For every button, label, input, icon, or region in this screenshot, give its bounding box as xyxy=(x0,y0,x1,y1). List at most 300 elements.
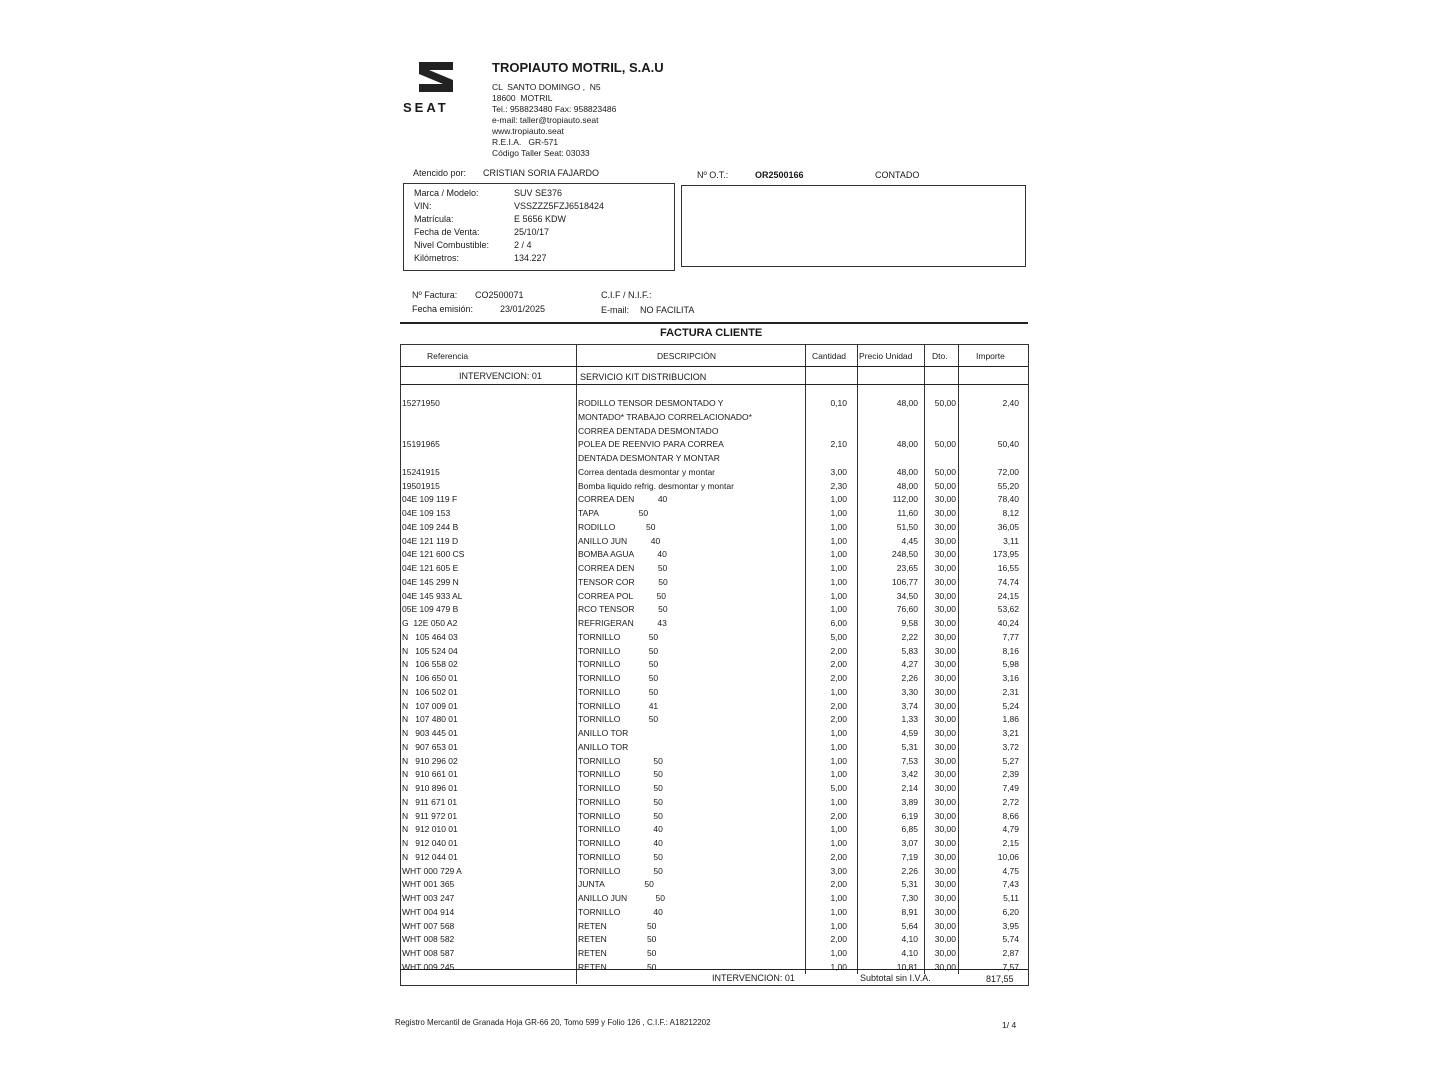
item-desc: TORNILLO 40 xyxy=(578,838,663,848)
vehicle-value: SUV SE376 xyxy=(514,188,563,198)
item-desc: TORNILLO 50 xyxy=(578,645,659,656)
invoice-number-label: Nº Factura: xyxy=(412,290,458,300)
item-qty: 2,00 xyxy=(830,673,847,683)
item-desc: TORNILLO 50 xyxy=(578,714,659,725)
subtotal-value: 817,55 xyxy=(986,974,1014,984)
invoice-date-label: Fecha emisión: xyxy=(412,304,474,314)
item-desc: MONTADO* TRABAJO CORRELACIONADO* xyxy=(578,411,752,422)
col-dto: Dto. xyxy=(932,351,948,361)
item-dto: 30,00 xyxy=(934,906,956,917)
item-dto: 30,00 xyxy=(934,535,956,546)
item-desc: RODILLO TENSOR DESMONTADO Y xyxy=(578,398,724,408)
cif-label: C.I.F / N.I.F.: xyxy=(601,290,652,300)
item-dto: 50,00 xyxy=(934,480,956,491)
item-dto: 30,00 xyxy=(934,851,956,862)
item-dto: 30,00 xyxy=(934,590,956,601)
item-qty: 2,00 xyxy=(830,810,847,821)
divider xyxy=(400,322,1028,324)
col-price: Precio Unidad xyxy=(859,351,913,361)
item-imp: 8,16 xyxy=(1002,645,1019,656)
item-imp: 78,40 xyxy=(997,494,1019,505)
item-price: 9,58 xyxy=(901,618,918,628)
item-desc: ANILLO JUN 50 xyxy=(578,893,665,903)
item-desc: TORNILLO 50 xyxy=(578,796,663,807)
header-divider xyxy=(400,366,1028,367)
item-desc: BOMBA AGUA 40 xyxy=(578,549,667,560)
item-dto: 50,00 xyxy=(934,466,956,477)
item-price: 48,00 xyxy=(896,398,918,408)
item-desc: TORNILLO 40 xyxy=(578,824,663,835)
item-desc: TORNILLO 40 xyxy=(578,906,663,917)
vehicle-info-box xyxy=(403,183,675,271)
item-desc: TORNILLO 50 xyxy=(578,673,659,683)
item-price: 2,26 xyxy=(901,673,918,683)
item-dto: 30,00 xyxy=(934,961,956,972)
item-imp: 5,74 xyxy=(1002,934,1019,945)
item-dto: 30,00 xyxy=(934,645,956,656)
vehicle-value: E 5656 KDW xyxy=(514,214,567,224)
item-desc: TORNILLO 50 xyxy=(578,769,663,780)
item-dto: 30,00 xyxy=(934,741,956,752)
item-price: 4,45 xyxy=(901,535,918,546)
item-price: 6,19 xyxy=(901,810,918,821)
item-dto: 30,00 xyxy=(934,824,956,835)
item-desc: RETEN 50 xyxy=(578,948,657,958)
item-ref: G 12E 050 A2 xyxy=(402,618,458,628)
item-dto: 30,00 xyxy=(934,700,956,711)
item-dto: 30,00 xyxy=(934,631,956,642)
item-dto: 50,00 xyxy=(934,398,956,408)
item-imp: 8,66 xyxy=(1002,810,1019,821)
item-desc: Correa dentada desmontar y montar xyxy=(578,466,716,477)
item-qty: 1,00 xyxy=(830,906,847,917)
item-qty: 2,00 xyxy=(830,714,847,725)
item-price: 11,60 xyxy=(897,508,918,518)
item-ref: N 910 296 02 xyxy=(402,755,458,766)
vehicle-label: Marca / Modelo: xyxy=(414,188,479,198)
item-desc: CORREA POL 50 xyxy=(578,590,667,601)
vehicle-value: 134.227 xyxy=(514,253,547,263)
item-qty: 1,00 xyxy=(830,521,847,532)
item-imp: 53,62 xyxy=(997,604,1019,615)
item-imp: 2,40 xyxy=(1002,398,1019,408)
item-ref: 05E 109 479 B xyxy=(402,604,459,615)
item-ref: WHT 000 729 A xyxy=(402,865,462,876)
item-dto: 30,00 xyxy=(934,934,956,945)
item-imp: 50,40 xyxy=(997,439,1019,450)
item-desc: REFRIGERAN 43 xyxy=(578,618,667,628)
item-desc: TORNILLO 50 xyxy=(578,865,663,876)
item-ref: 04E 121 600 CS xyxy=(402,549,465,560)
item-desc: TORNILLO 41 xyxy=(578,700,659,711)
item-imp: 7,49 xyxy=(1002,783,1019,793)
item-ref: 15271950 xyxy=(402,398,440,408)
item-ref: N 105 464 03 xyxy=(402,631,458,642)
vehicle-label: Matrícula: xyxy=(414,214,454,224)
item-ref: N 912 044 01 xyxy=(402,851,458,862)
item-price: 4,10 xyxy=(901,934,918,945)
item-ref: 04E 121 605 E xyxy=(402,563,459,573)
item-qty: 1,00 xyxy=(830,824,847,835)
payment-type: CONTADO xyxy=(875,170,920,180)
item-qty: 1,00 xyxy=(830,590,847,601)
item-qty: 1,00 xyxy=(830,961,847,972)
item-ref: 04E 109 244 B xyxy=(402,521,459,532)
item-desc: TORNILLO 50 xyxy=(578,851,663,862)
item-qty: 1,00 xyxy=(830,549,847,560)
item-desc: CORREA DEN 40 xyxy=(578,494,668,505)
seat-logo-icon xyxy=(415,58,457,96)
item-desc: POLEA DE REENVIO PARA CORREA xyxy=(578,439,724,450)
address-line: 18600 MOTRIL xyxy=(492,93,553,103)
item-ref: 04E 145 299 N xyxy=(402,576,459,587)
item-dto: 30,00 xyxy=(934,948,956,958)
item-price: 3,74 xyxy=(901,700,918,711)
item-price: 5,64 xyxy=(901,920,918,931)
address-line: R.E.I.A. GR-571 xyxy=(492,137,559,147)
item-desc: DENTADA DESMONTAR Y MONTAR xyxy=(578,453,720,463)
item-imp: 2,87 xyxy=(1002,948,1019,958)
item-price: 48,00 xyxy=(896,480,918,491)
address-line: Tel.: 958823480 Fax: 958823486 xyxy=(492,104,617,114)
item-imp: 36,05 xyxy=(997,521,1019,532)
item-dto: 30,00 xyxy=(934,728,956,738)
item-desc: CORREA DENTADA DESMONTADO xyxy=(578,425,719,436)
intervention-label: INTERVENCION: 01 xyxy=(459,371,542,381)
item-imp: 4,79 xyxy=(1002,824,1019,835)
item-price: 48,00 xyxy=(896,466,918,477)
item-ref: N 107 009 01 xyxy=(402,700,458,711)
item-imp: 2,39 xyxy=(1002,769,1019,780)
ot-label: Nº O.T.: xyxy=(697,170,729,180)
item-price: 4,27 xyxy=(901,659,918,670)
item-price: 4,10 xyxy=(901,948,918,958)
item-desc: TORNILLO 50 xyxy=(578,810,663,821)
customer-box xyxy=(681,185,1026,267)
item-desc: RETEN 50 xyxy=(578,961,657,972)
item-imp: 72,00 xyxy=(997,466,1019,477)
item-qty: 1,00 xyxy=(830,893,847,903)
item-price: 51,50 xyxy=(896,521,918,532)
email-label: E-mail: xyxy=(601,305,630,315)
item-qty: 1,00 xyxy=(830,755,847,766)
col-imp: Importe xyxy=(976,351,1005,361)
item-ref: WHT 003 247 xyxy=(402,893,455,903)
item-ref: N 912 040 01 xyxy=(402,838,458,848)
item-qty: 1,00 xyxy=(830,563,847,573)
item-qty: 3,00 xyxy=(830,865,847,876)
item-desc: CORREA DEN 50 xyxy=(578,563,668,573)
col-divider xyxy=(576,344,577,984)
item-imp: 4,75 xyxy=(1002,865,1019,876)
item-dto: 30,00 xyxy=(934,618,956,628)
item-price: 6,85 xyxy=(901,824,918,835)
invoice-date: 23/01/2025 xyxy=(500,304,546,314)
ot-value: OR2500166 xyxy=(755,170,804,180)
intervention-divider xyxy=(400,384,1028,385)
item-imp: 7,43 xyxy=(1002,879,1019,890)
col-divider xyxy=(857,344,858,974)
item-desc: ANILLO TOR xyxy=(578,728,629,738)
item-dto: 30,00 xyxy=(934,673,956,683)
item-qty: 6,00 xyxy=(830,618,847,628)
item-dto: 30,00 xyxy=(934,769,956,780)
item-qty: 2,00 xyxy=(830,645,847,656)
item-imp: 3,16 xyxy=(1002,673,1019,683)
company-name: TROPIAUTO MOTRIL, S.A.U xyxy=(492,60,664,75)
item-ref: N 903 445 01 xyxy=(402,728,458,738)
item-ref: 04E 109 153 xyxy=(402,508,451,518)
item-dto: 30,00 xyxy=(934,576,956,587)
vehicle-value: 25/10/17 xyxy=(514,227,550,237)
item-qty: 2,00 xyxy=(830,934,847,945)
item-dto: 30,00 xyxy=(934,686,956,697)
registry-text: Registro Mercantil de Granada Hoja GR-66 20, Tomo 599 y Folio 126 , C.I.F.: A18212202 xyxy=(395,1018,711,1027)
item-imp: 5,27 xyxy=(1002,755,1019,766)
item-ref: N 910 896 01 xyxy=(402,783,458,793)
item-imp: 8,12 xyxy=(1002,508,1019,518)
col-divider xyxy=(924,344,925,974)
item-dto: 50,00 xyxy=(934,439,956,450)
item-imp: 40,24 xyxy=(997,618,1019,628)
item-imp: 1,86 xyxy=(1002,714,1019,725)
item-ref: N 106 650 01 xyxy=(402,673,458,683)
item-ref: 15241915 xyxy=(402,466,440,477)
intervention-desc: SERVICIO KIT DISTRIBUCION xyxy=(580,372,707,382)
item-price: 34,50 xyxy=(896,590,918,601)
item-ref: N 912 010 01 xyxy=(402,824,458,835)
item-desc: RODILLO 50 xyxy=(578,521,656,532)
item-price: 3,07 xyxy=(901,838,918,848)
item-qty: 1,00 xyxy=(830,576,847,587)
item-qty: 1,00 xyxy=(830,948,847,958)
vehicle-label: VIN: xyxy=(414,201,432,211)
item-ref: 15191965 xyxy=(402,439,440,450)
page-number: 1/ 4 xyxy=(1002,1020,1017,1030)
item-price: 3,89 xyxy=(901,796,918,807)
item-dto: 30,00 xyxy=(934,810,956,821)
item-dto: 30,00 xyxy=(934,563,956,573)
item-qty: 5,00 xyxy=(830,631,847,642)
item-imp: 6,20 xyxy=(1002,906,1019,917)
item-price: 2,14 xyxy=(901,783,918,793)
item-imp: 2,15 xyxy=(1002,838,1019,848)
item-ref: 04E 121 119 D xyxy=(402,535,459,546)
item-dto: 30,00 xyxy=(934,865,956,876)
address-line: CL SANTO DOMINGO , N5 xyxy=(492,82,601,92)
item-ref: N 106 558 02 xyxy=(402,659,458,670)
vehicle-label: Fecha de Venta: xyxy=(414,227,480,237)
item-desc: TAPA 50 xyxy=(578,508,649,518)
item-imp: 55,20 xyxy=(997,480,1019,491)
item-dto: 30,00 xyxy=(934,714,956,725)
item-price: 4,59 xyxy=(901,728,918,738)
item-price: 23,65 xyxy=(896,563,918,573)
item-ref: N 907 653 01 xyxy=(402,741,458,752)
item-ref: 04E 109 119 F xyxy=(402,494,458,505)
item-ref: N 911 671 01 xyxy=(402,796,458,807)
address-line: e-mail: taller@tropiauto.seat xyxy=(492,115,599,125)
item-ref: N 105 524 04 xyxy=(402,645,458,656)
address-line: www.tropiauto.seat xyxy=(492,126,564,136)
item-dto: 30,00 xyxy=(934,796,956,807)
address-line: Código Taller Seat: 03033 xyxy=(492,148,590,158)
item-qty: 1,00 xyxy=(830,920,847,931)
item-qty: 2,00 xyxy=(830,851,847,862)
item-price: 7,53 xyxy=(901,755,918,766)
item-imp: 3,95 xyxy=(1002,920,1019,931)
col-ref: Referencia xyxy=(427,351,469,361)
item-dto: 30,00 xyxy=(934,893,956,903)
item-imp: 2,31 xyxy=(1002,686,1019,697)
item-qty: 1,00 xyxy=(830,838,847,848)
item-ref: 19501915 xyxy=(402,480,440,491)
vehicle-row xyxy=(414,253,547,263)
item-qty: 5,00 xyxy=(830,783,847,793)
item-ref: WHT 008 582 xyxy=(402,934,455,945)
item-desc: ANILLO JUN 40 xyxy=(578,535,661,546)
item-price: 2,26 xyxy=(901,865,918,876)
item-qty: 3,00 xyxy=(830,466,847,477)
item-desc: TORNILLO 50 xyxy=(578,783,663,793)
item-dto: 30,00 xyxy=(934,549,956,560)
item-ref: WHT 008 587 xyxy=(402,948,455,958)
item-qty: 2,00 xyxy=(830,659,847,670)
vehicle-row xyxy=(414,240,532,250)
vehicle-label: Nivel Combustible: xyxy=(414,240,490,250)
subtotal-label: Subtotal sin I.V.A. xyxy=(860,973,931,983)
item-ref: N 106 502 01 xyxy=(402,686,458,697)
item-dto: 30,00 xyxy=(934,838,956,848)
item-qty: 1,00 xyxy=(830,686,847,697)
item-imp: 74,74 xyxy=(997,576,1019,587)
item-imp: 2,72 xyxy=(1002,796,1019,807)
item-desc: RCO TENSOR 50 xyxy=(578,604,668,615)
item-ref: WHT 009 245 xyxy=(402,961,455,972)
item-desc: JUNTA 50 xyxy=(578,879,654,890)
item-price: 3,42 xyxy=(901,769,918,780)
item-dto: 30,00 xyxy=(934,604,956,615)
invoice-number: CO2500071 xyxy=(475,290,524,300)
item-qty: 1,00 xyxy=(830,494,847,505)
item-qty: 2,00 xyxy=(830,700,847,711)
item-desc: TENSOR COR 50 xyxy=(578,576,668,587)
item-qty: 1,00 xyxy=(830,604,847,615)
item-imp: 5,98 xyxy=(1002,659,1019,670)
email-value: NO FACILITA xyxy=(640,305,695,315)
item-imp: 5,24 xyxy=(1002,700,1019,711)
item-price: 7,30 xyxy=(901,893,918,903)
item-price: 248,50 xyxy=(892,549,918,560)
intervention-footer-label: INTERVENCION: 01 xyxy=(712,973,795,983)
item-ref: WHT 004 914 xyxy=(402,906,455,917)
item-qty: 1,00 xyxy=(830,796,847,807)
item-imp: 3,11 xyxy=(1003,535,1019,546)
item-imp: 7,77 xyxy=(1002,631,1019,642)
item-desc: RETEN 50 xyxy=(578,920,657,931)
item-price: 5,31 xyxy=(901,879,918,890)
item-dto: 30,00 xyxy=(934,659,956,670)
item-qty: 1,00 xyxy=(830,728,847,738)
item-qty: 2,10 xyxy=(830,439,847,450)
item-price: 1,33 xyxy=(901,714,918,725)
item-imp: 16,55 xyxy=(997,563,1019,573)
item-price: 10,81 xyxy=(896,961,918,972)
item-desc: ANILLO TOR xyxy=(578,741,629,752)
item-dto: 30,00 xyxy=(934,755,956,766)
vehicle-row xyxy=(414,227,549,237)
vehicle-row xyxy=(414,201,604,211)
item-ref: 04E 145 933 AL xyxy=(402,590,463,601)
attended-label: Atencido por: xyxy=(413,168,467,178)
item-price: 7,19 xyxy=(901,851,918,862)
item-price: 48,00 xyxy=(896,439,918,450)
col-divider xyxy=(958,344,959,974)
item-ref: N 911 972 01 xyxy=(402,810,458,821)
item-price: 5,83 xyxy=(901,645,918,656)
item-dto: 30,00 xyxy=(934,494,956,505)
item-imp: 5,11 xyxy=(1003,893,1019,903)
item-price: 8,91 xyxy=(901,906,918,917)
item-desc: RETEN 50 xyxy=(578,934,657,945)
col-qty: Cantidad xyxy=(812,351,847,361)
vehicle-value: VSSZZZ5FZJ6518424 xyxy=(514,201,605,211)
item-price: 5,31 xyxy=(901,741,918,752)
item-imp: 10,06 xyxy=(997,851,1019,862)
attended-value: CRISTIAN SORIA FAJARDO xyxy=(483,168,600,178)
item-imp: 24,15 xyxy=(997,590,1019,601)
item-ref: N 910 661 01 xyxy=(402,769,458,780)
item-imp: 3,72 xyxy=(1002,741,1019,752)
item-dto: 30,00 xyxy=(934,783,956,793)
item-ref: WHT 001 365 xyxy=(402,879,455,890)
item-qty: 1,00 xyxy=(830,769,847,780)
item-desc: TORNILLO 50 xyxy=(578,631,659,642)
vehicle-row xyxy=(414,188,562,198)
item-desc: TORNILLO 50 xyxy=(578,659,659,670)
item-imp: 3,21 xyxy=(1002,728,1019,738)
item-desc: TORNILLO 50 xyxy=(578,755,663,766)
vehicle-row xyxy=(414,214,566,224)
item-dto: 30,00 xyxy=(934,508,956,518)
item-dto: 30,00 xyxy=(934,879,956,890)
col-divider xyxy=(805,344,806,974)
item-price: 3,30 xyxy=(901,686,918,697)
item-dto: 30,00 xyxy=(934,920,956,931)
item-qty: 1,00 xyxy=(830,741,847,752)
item-imp: 173,95 xyxy=(993,549,1019,560)
item-ref: N 107 480 01 xyxy=(402,714,458,725)
item-qty: 1,00 xyxy=(830,508,847,518)
item-qty: 2,30 xyxy=(830,480,847,491)
company-address xyxy=(492,82,616,159)
item-price: 76,60 xyxy=(896,604,918,615)
vehicle-label: Kilómetros: xyxy=(414,253,460,263)
item-qty: 2,00 xyxy=(830,879,847,890)
item-desc: TORNILLO 50 xyxy=(578,686,659,697)
item-qty: 1,00 xyxy=(830,535,847,546)
item-desc: Bomba liquido refrig. desmontar y montar xyxy=(578,480,734,491)
invoice-title: FACTURA CLIENTE xyxy=(660,327,763,339)
item-imp: 7,57 xyxy=(1002,961,1019,972)
col-desc: DESCRIPCIÓN xyxy=(657,351,717,361)
logo-wordmark: SEAT xyxy=(403,100,449,115)
vehicle-value: 2 / 4 xyxy=(514,240,532,250)
item-price: 112,00 xyxy=(892,494,918,505)
item-ref: WHT 007 568 xyxy=(402,920,455,931)
item-qty: 0,10 xyxy=(830,398,847,408)
item-price: 2,22 xyxy=(901,631,918,642)
